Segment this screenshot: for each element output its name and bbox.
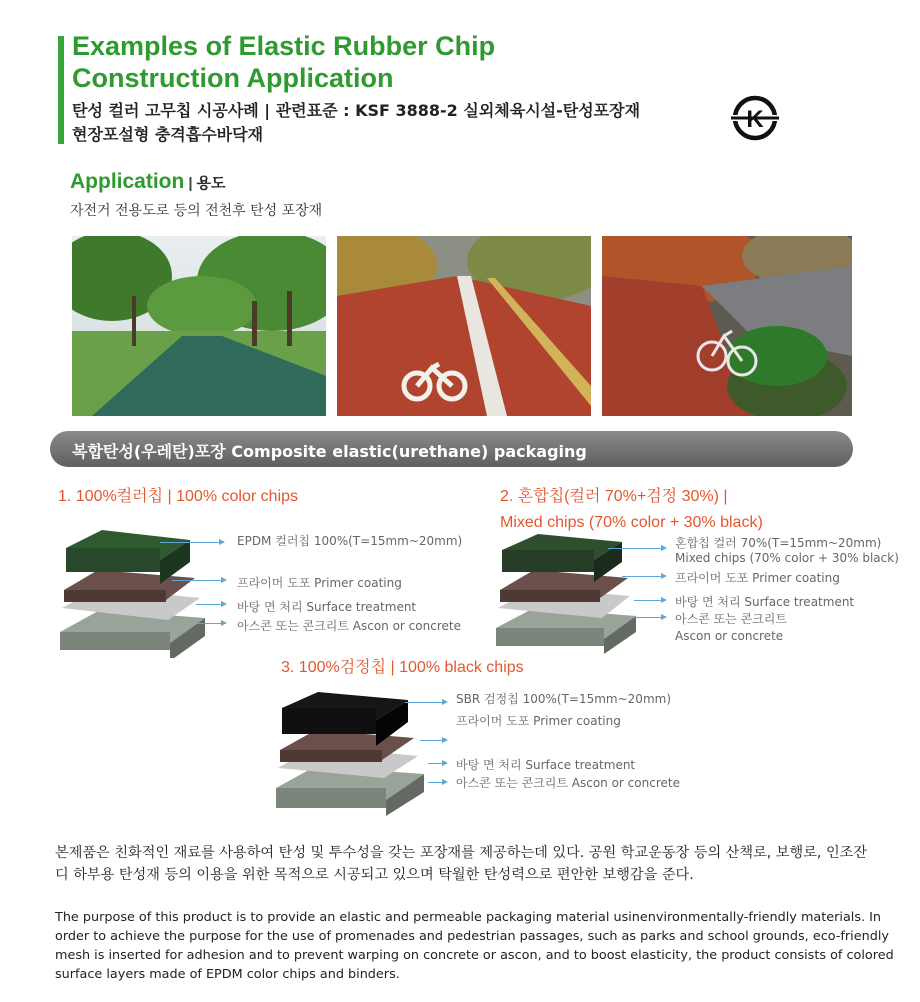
page-subtitle: 탄성 컬러 고무칩 시공사례 | 관련표준 : KSF 3888-2 실외체육시설-탄성포장재 현장포설형 충격흡수바닥재 <box>72 101 641 144</box>
layer-label: 바탕 면 처리 Surface treatment <box>456 758 636 772</box>
section-2-heading: 2. 혼합칩(컬러 70%+검정 30%) | Mixed chips (70% color + 30% black) <box>500 488 763 531</box>
arrow-icon <box>405 702 443 703</box>
svg-text:K: K <box>746 106 764 133</box>
layer-diagram-black-chips <box>268 690 440 816</box>
layer-label: 프라이머 도포 Primer coating <box>456 714 621 728</box>
arrow-icon <box>608 548 662 549</box>
layer-label: 프라이머 도포 Primer coating <box>237 576 402 590</box>
layer-label: 프라이머 도포 Primer coating <box>675 571 840 585</box>
description-english: The purpose of this product is to provide an elastic and permeable packaging material usinenvironmentally-friendly materials. In order to achieve the purpose for the use of promenades and pedestrian passages, such as parks and school grounds, eco-friendly mesh is inserted for adhesion and to prevent warping on concrete or ascon, and to boost elasticity, the product consists of colored surface layers made of EPDM color chips and binders. <box>55 910 894 982</box>
layer-label: 아스콘 또는 콘크리트 Ascon or concrete <box>237 619 461 633</box>
layer-diagram-mixed-chips <box>488 532 648 654</box>
title-accent-bar <box>58 36 64 144</box>
layer-label: 아스콘 또는 콘크리트 Ascon or concrete <box>456 776 680 790</box>
layer-label: 혼합칩 컬러 70%(T=15mm~20mm) <box>675 536 882 550</box>
arrow-icon <box>428 782 443 783</box>
arrow-icon <box>196 604 222 605</box>
arrow-icon <box>634 617 662 618</box>
layer-label: 바탕 면 처리 Surface treatment <box>237 600 417 614</box>
layer-label: Ascon or concrete <box>675 629 784 643</box>
layer-label: Mixed chips (70% color + 30% black) <box>675 551 899 565</box>
section-1-heading: 1. 100%컬러칩 | 100% color chips <box>58 488 298 505</box>
arrow-icon <box>160 542 220 543</box>
application-title: Application | 용도 <box>70 170 226 193</box>
photo-bicycle-path <box>602 236 852 416</box>
arrow-icon <box>196 623 222 624</box>
layer-label: 바탕 면 처리 Surface treatment <box>675 595 855 609</box>
layer-label: EPDM 컬러칩 100%(T=15mm~20mm) <box>237 534 463 548</box>
arrow-icon <box>634 600 662 601</box>
layer-label: 아스콘 또는 콘크리트 <box>675 612 787 626</box>
photo-bike-lane <box>337 236 591 416</box>
application-description: 자전거 전용도로 등의 전천후 탄성 포장재 <box>70 203 323 219</box>
arrow-icon <box>420 740 443 741</box>
arrow-icon <box>172 580 222 581</box>
arrow-icon <box>428 763 443 764</box>
composite-banner: 복합탄성(우레탄)포장 Composite elastic(urethane) packaging <box>50 431 853 467</box>
photo-green-path <box>72 236 326 416</box>
section-3-heading: 3. 100%검정칩 | 100% black chips <box>281 659 524 676</box>
arrow-icon <box>622 576 662 577</box>
description-korean: 본제품은 친화적인 재료를 사용하여 탄성 및 투수성을 갖는 포장재를 제공하는데 있다. 공원 학교운동장 등의 산책로, 보행로, 인조잔디 하부용 탄성재 등의 이용을 위한 목적으로 시공되고 있으며 탁월한 탄성력으로 편안한 보행감을 준다. <box>55 845 868 883</box>
layer-label: SBR 검정칩 100%(T=15mm~20mm) <box>456 692 671 706</box>
layer-diagram-color-chips <box>50 528 220 658</box>
ks-certification-logo <box>729 92 781 144</box>
page-title: Examples of Elastic Rubber Chip Construction Application <box>72 31 496 93</box>
